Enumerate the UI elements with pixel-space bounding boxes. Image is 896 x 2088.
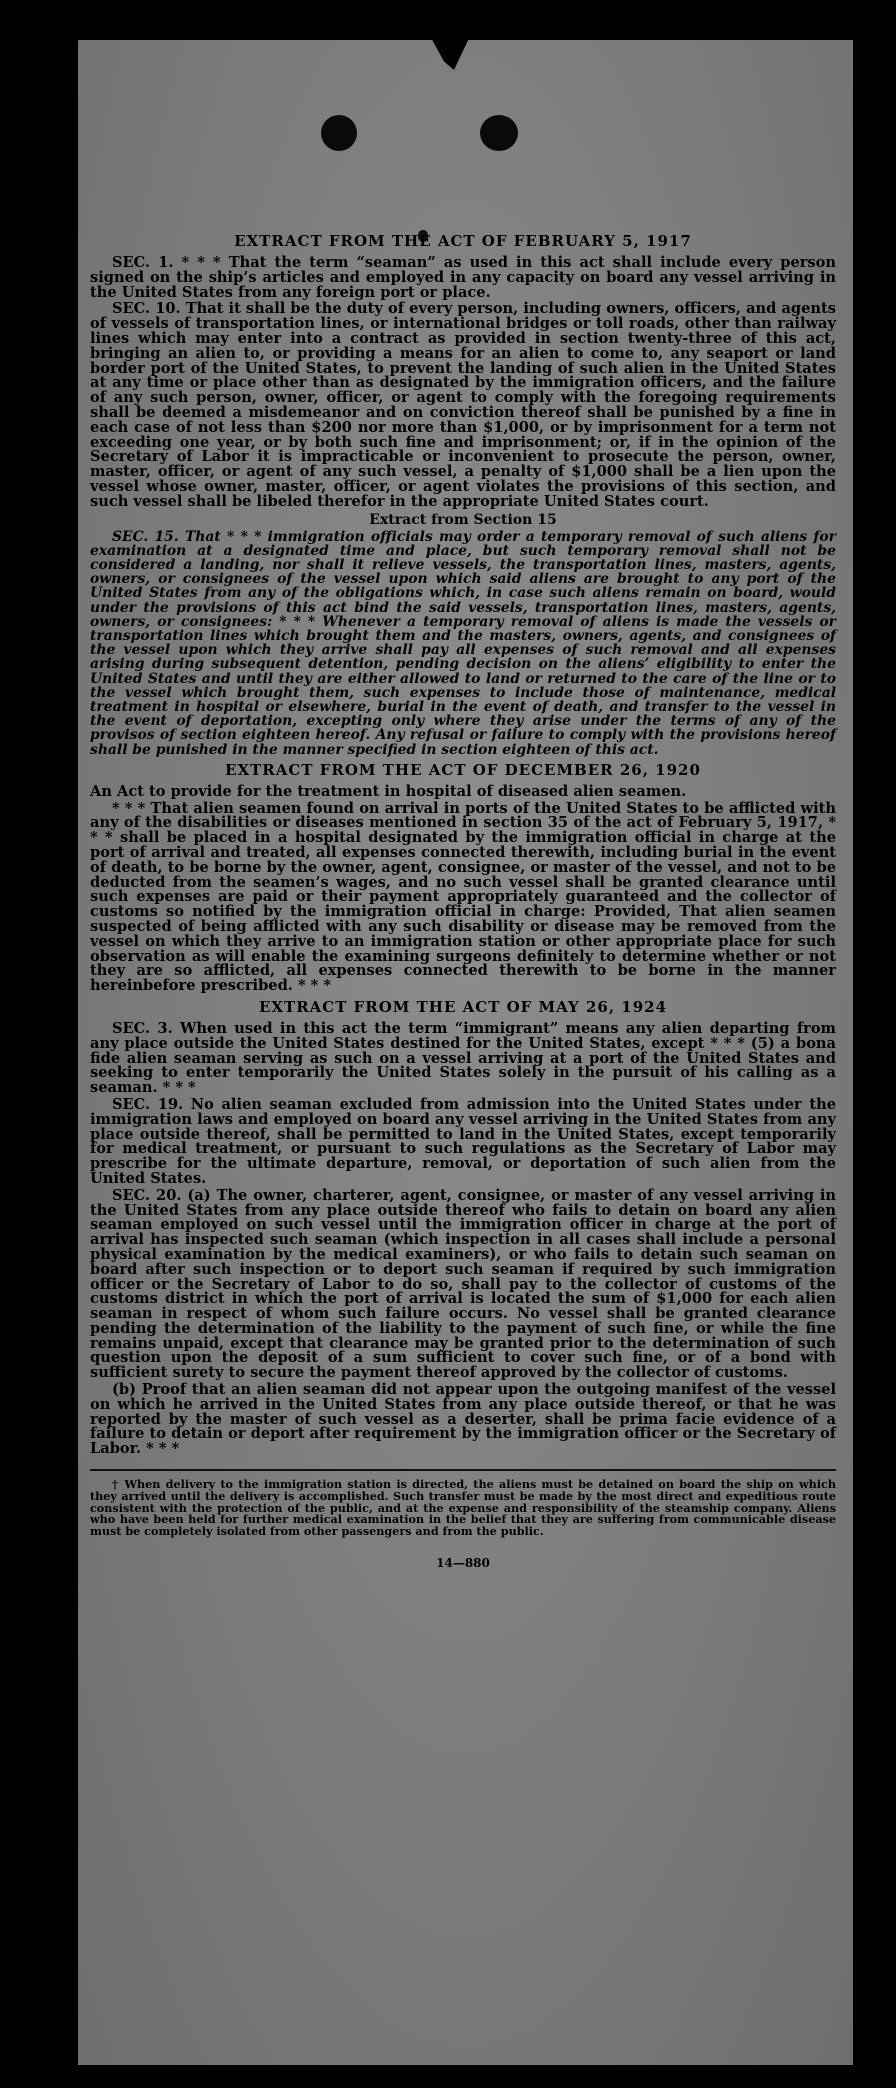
document-content xyxy=(90,228,836,1570)
page-number: 14—880 xyxy=(436,1556,490,1571)
act-1920-intro: An Act to provide for the treatment in hospital of diseased alien seamen. xyxy=(90,782,687,800)
heading-act-1920: EXTRACT FROM THE ACT OF DECEMBER 26, 1920 xyxy=(225,760,701,779)
section-20b: (b) Proof that an alien seaman did not appear upon the outgoing manifest of the vessel on which he arrived in the United States from any place outside thereof, or that he was reported by the master of such vessel as a deserter, shall be prima facie evidence of a failure to detain or deport after requirement by the immigration officer or the Secretary of Labor. * * * xyxy=(90,1381,836,1458)
section-19: SEC. 19. No alien seaman excluded from admission into the United States under the immigration laws and employed on board any vessel arriving in the United States from any place outside thereof, shall be permitted to land in the United States, except temporarily for medical treatment, or pursuant to such regulations as the Secretary of Labor may prescribe for the ultimate departure, removal, or deportation of such alien from the United States. xyxy=(90,1095,836,1187)
punch-hole-left xyxy=(321,115,357,151)
punch-hole-right xyxy=(480,115,518,151)
footnote: † When delivery to the immigration station is directed, the aliens must be detained on board the ship on which they arrived until the delivery is accomplished. Such transfer must be made by the most direct and expeditious route consistent with the protection of the public, and at the expense and responsibility of the steamship company. Aliens who have been held for further medical examination in the belief that they are suffering from communicable disease must be completely isolated from other passengers and from the public. xyxy=(90,1477,836,1539)
section-1: SEC. 1. * * * That the term “seaman” as used in this act shall include every person signed on the ship’s articles and employed in any capacity on board any vessel arriving in the United States from any foreign port or place. xyxy=(90,254,836,301)
section-20a: SEC. 20. (a) The owner, charterer, agent, consignee, or master of any vessel arriving in the United States from any place outside thereof who fails to detain on board any alien seaman employed on such vessel until the immigration officer in charge at the port of arrival has inspected such seaman (which inspection in all cases shall include a personal physical examination by the medical examiners), or who fails to detain such seaman on board after such inspection or to deport such seaman if required by such immigration officer or the Secretary of Labor to do so, shall pay to the collector of customs of the customs district in which the port of arrival is located the sum of $1,000 for each alien seaman in respect of whom such failure occurs. No vessel shall be granted clearance pending the determination of the liability to the payment of such fine, or while the fine remains unpaid, except that clearance may be granted prior to the determination of such question upon the deposit of a sum sufficient to cover such fine, or of a bond with sufficient surety to secure the payment thereof approved by the collector of customs. xyxy=(90,1186,836,1382)
footnote-divider xyxy=(90,1469,836,1471)
section-10: SEC. 10. That it shall be the duty of every person, including owners, officers, and agents of vessels of transportation lines, or international bridges or toll roads, other than railway lines which may enter into a contract as provided in section twenty-three of this act, bringing an alien to, or providing a means for an alien to come to, any seaport or land border port of the United States, to prevent the landing of such alien in the United States at any time or place other than as designated by the immigration officers, and the failure of any such person, owner, officer, or agent to comply with the foregoing requirements shall be deemed a misdemeanor and on conviction thereof shall be punished by a fine in each case of not less than $200 nor more than $1,000, or by imprisonment for a term not exceeding one year, or by both such fine and imprisonment; or, if in the opinion of the Secretary of Labor it is impracticable or inconvenient to prosecute the person, owner, master, officer, or agent of any such vessel, a penalty of $1,000 shall be a lien upon the vessel whose owner, master, officer, or agent violates the provisions of this section, and such vessel shall be libeled therefor in the appropriate United States court. xyxy=(90,300,836,510)
section-3: SEC. 3. When used in this act the term “immigrant” means any alien departing from any place outside the United States destined for the United States, except * * * (5) a bona fide alien seaman serving as such on a vessel arriving at a port of the United States and seeking to enter temporarily the United States solely in the pursuit of his calling as a seaman. * * * xyxy=(90,1019,836,1097)
heading-act-1917: EXTRACT FROM THE ACT OF FEBRUARY 5, 1917 xyxy=(234,232,692,250)
torn-notch xyxy=(430,36,470,70)
section-15: SEC. 15. That * * * immigration officials may order a temporary removal of such aliens for examination at a designated time and place, but such temporary removal shall not be considered a landing, nor shall it relieve vessels, the transportation lines, masters, agents, owners, or consignees of the vessel upon which said aliens are brought to any port of the United States from any of the obligations which, in case such aliens remain on board, would under the provisions of this act bind the said vessels, transportation lines, masters, agents, owners, or consignees: * * * Whenever a temporary removal of aliens is made the vessels or transportation lines which brought them and the masters, owners, agents, and consignees of the vessel upon which they arrive shall pay all expenses of such removal and all expenses arising during subsequent detention, pending decision on the aliens’ eligibility to enter the United States and until they are either allowed to land or returned to the care of the line or to the vessel which brought them, such expenses to include those of maintenance, medical treatment in hospital or elsewhere, burial in the event of death, and transfer to the vessel in the event of deportation, excepting only where they arise under the terms of any of the provisos of section eighteen hereof. Any refusal or failure to comply with the provisions hereof shall be punished in the manner specified in section eighteen of this act. xyxy=(90,528,836,758)
heading-act-1924: EXTRACT FROM THE ACT OF MAY 26, 1924 xyxy=(258,997,668,1016)
act-1920-body: * * * That alien seamen found on arrival in ports of the United States to be afflicted with any of the disabilities or diseases mentioned in section 35 of the act of February 5, 1917, * * * shall be placed in a hospital designated by the immigration official in charge at the port of arrival and treated, all expenses connected therewith, including burial in the event of death, to be borne by the owner, agent, consignee, or master of the vessel, and not to be deducted from the seamen’s wages, and no such vessel shall be granted clearance until such expenses are paid or their payment appropriately guaranteed and the collector of customs so notified by the immigration official in charge: Provided, That alien seamen suspected of being afflicted with any such disability or disease may be removed from the vessel on which they arrive to an immigration station or other appropriate place for such observation as will enable the examining surgeons definitely to determine whether or not they are so afflicted, all expenses connected therewith to be borne in the manner hereinbefore prescribed. * * * xyxy=(90,799,836,995)
subheading-section-15: Extract from Section 15 xyxy=(369,511,557,528)
